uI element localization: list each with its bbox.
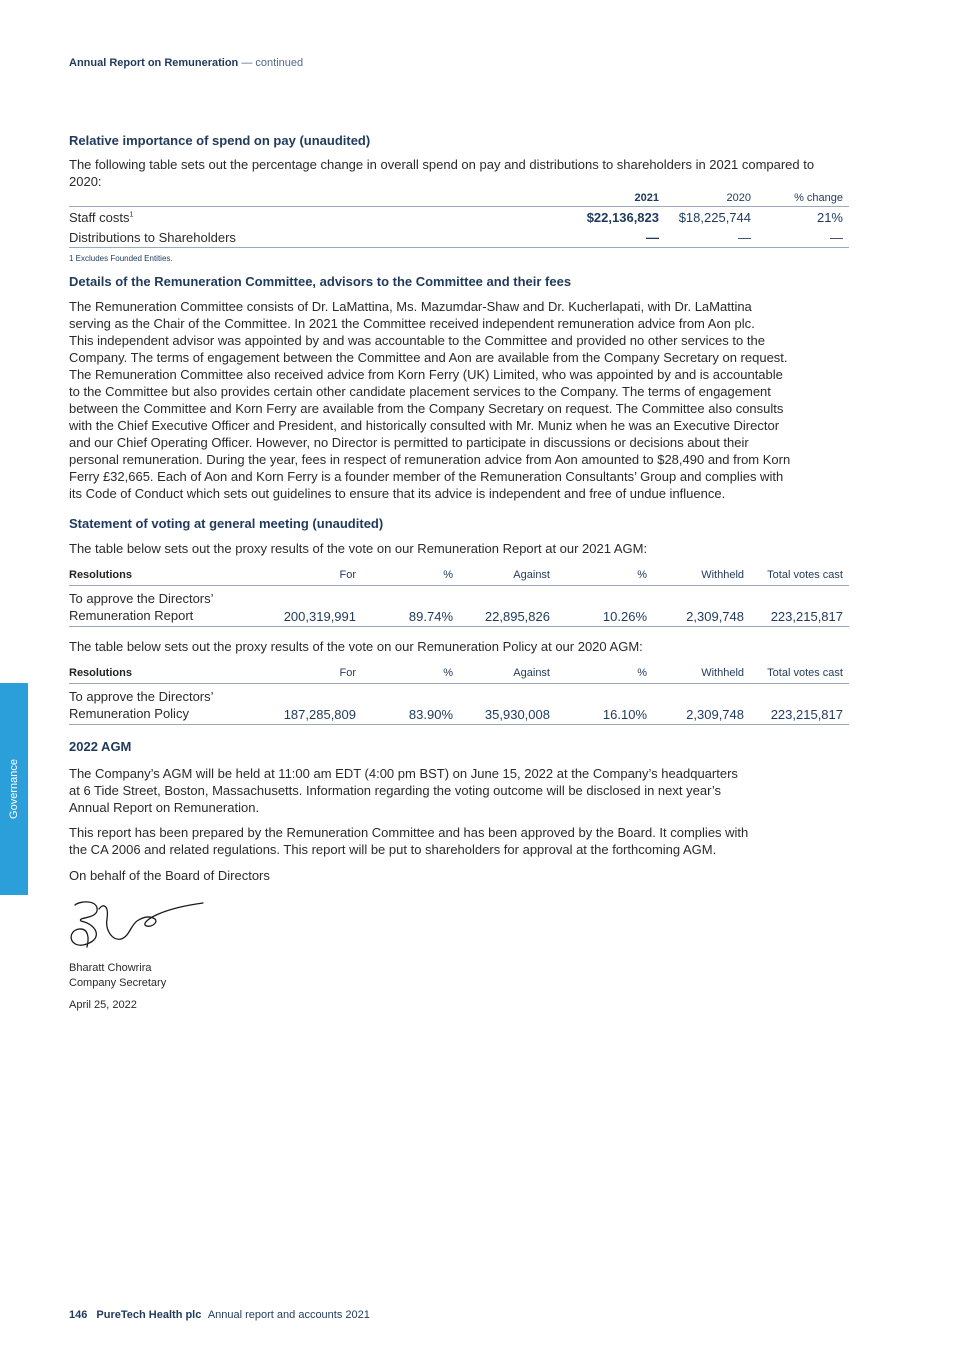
table-row (69, 207, 849, 228)
agm-paragraph-3: On behalf of the Board of Directors (69, 868, 270, 883)
spend-col-2020: 2020 (665, 186, 757, 207)
cell-against-pct: 16.10% (556, 684, 653, 725)
cell-change: — (757, 227, 849, 248)
footnote-ref: 1 (129, 211, 134, 219)
cell-withheld: 2,309,748 (653, 684, 750, 725)
committee-title: Details of the Remuneration Committee, advisors to the Committee and their fees (69, 274, 572, 289)
signature-image (69, 895, 209, 953)
committee-line: personal remuneration. During the year, fees in respect of remuneration advice from Aon amounted to $28,490 and from Korn (69, 452, 791, 467)
spend-col-change: % change (757, 186, 849, 207)
committee-line: and our Chief Operating Officer. However, no Director is permitted to participate in discussions or decisions about their (69, 435, 749, 450)
col-against-pct: % (556, 565, 653, 586)
col-for-pct: % (362, 663, 459, 684)
agm-line: at 6 Tide Street, Boston, Massachusetts. Information regarding the voting outcome will be disclosed in next year’s (69, 783, 722, 798)
voting-policy-table (69, 663, 849, 725)
header-suffix: — continued (241, 57, 304, 69)
running-header (69, 57, 303, 69)
col-against-pct: % (556, 663, 653, 684)
voting-report-table (69, 565, 849, 627)
cell-total: 223,215,817 (750, 586, 849, 627)
header-section: Annual Report on Remuneration (69, 57, 239, 69)
col-for-pct: % (362, 565, 459, 586)
row-label: Staff costs (69, 209, 130, 225)
spend-intro: The following table sets out the percentage change in overall spend on pay and distributions to shareholders in 2021 compared to 2020: (69, 157, 815, 189)
col-withheld: Withheld (653, 565, 750, 586)
cell-change: 21% (816, 209, 843, 225)
signatory-date: April 25, 2022 (69, 999, 137, 1011)
col-resolutions: Resolutions (69, 565, 269, 586)
col-for: For (269, 663, 362, 684)
spend-table (69, 186, 849, 248)
spend-col-2021: 2021 (489, 186, 665, 207)
resolution-line: To approve the Directors’ (69, 689, 214, 704)
signatory-role: Company Secretary (69, 977, 167, 989)
committee-line: This independent advisor was appointed by and was accountable to the Committee and provided no other services to the (69, 333, 765, 348)
agm-paragraph-1 (69, 765, 829, 816)
resolution-line: Remuneration Report (69, 608, 194, 623)
cell-2021: $22,136,823 (586, 209, 659, 225)
col-resolutions: Resolutions (69, 663, 269, 684)
resolution-line: Remuneration Policy (69, 706, 189, 721)
voting-intro-policy: The table below sets out the proxy results of the vote on our Remuneration Policy at our 2020 AGM: (69, 639, 643, 654)
signatory-name: Bharatt Chowrira (69, 962, 152, 974)
agm-line: This report has been prepared by the Remuneration Committee and has been approved by the Board. It complies with (69, 825, 749, 840)
table-row (69, 684, 849, 725)
voting-title: Statement of voting at general meeting (unaudited) (69, 516, 384, 531)
table-row (69, 227, 849, 248)
col-for: For (269, 565, 362, 586)
cell-against-pct: 10.26% (556, 586, 653, 627)
cell-2020: $18,225,744 (678, 209, 751, 225)
row-label: Distributions to Shareholders (69, 227, 489, 248)
agm-title: 2022 AGM (69, 739, 132, 754)
col-against: Against (459, 663, 556, 684)
cell-for: 200,319,991 (269, 586, 362, 627)
cell-against: 22,895,826 (459, 586, 556, 627)
agm-line: Annual Report on Remuneration. (69, 800, 260, 815)
page-number: 146 (69, 1309, 88, 1321)
cell-2020: — (665, 227, 757, 248)
footer-doc: Annual report and accounts 2021 (207, 1309, 370, 1321)
cell-for-pct: 89.74% (362, 586, 459, 627)
agm-paragraph-2 (69, 824, 829, 858)
cell-for-pct: 83.90% (362, 684, 459, 725)
footer-company: PureTech Health plc (96, 1309, 202, 1321)
cell-against: 35,930,008 (459, 684, 556, 725)
section-side-tab (0, 683, 28, 895)
side-tab-label: Governance (8, 759, 20, 819)
page-footer (69, 1309, 370, 1321)
committee-line: The Remuneration Committee consists of Dr. LaMattina, Ms. Mazumdar-Shaw and Dr. Kucherlapati, with Dr. LaMattina (69, 299, 752, 314)
table-row (69, 586, 849, 627)
committee-line: with the Chief Executive Officer and President, and historically consulted with Mr. Muniz when he was an Executive Director (69, 418, 780, 433)
committee-line: Company. The terms of engagement between the Committee and Aon are available from the Company Secretary on request. (69, 350, 788, 365)
cell-total: 223,215,817 (750, 684, 849, 725)
voting-intro-report: The table below sets out the proxy results of the vote on our Remuneration Report at our 2021 AGM: (69, 541, 648, 556)
cell-2021: — (489, 227, 665, 248)
committee-line: Ferry £32,665. Each of Aon and Korn Ferry is a founder member of the Remuneration Consultants’ Group and complies with (69, 469, 784, 484)
committee-body (69, 298, 859, 502)
col-total: Total votes cast (750, 663, 849, 684)
cell-withheld: 2,309,748 (653, 586, 750, 627)
agm-line: The Company’s AGM will be held at 11:00 am EDT (4:00 pm BST) on June 15, 2022 at the Company’s headquarters (69, 766, 738, 781)
committee-line: The Remuneration Committee also received advice from Korn Ferry (UK) Limited, who was appointed by and is accountable (69, 367, 783, 382)
committee-line: between the Committee and Korn Ferry are available from the Company Secretary on request. The Committee also consults (69, 401, 784, 416)
spend-footnote: 1 Excludes Founded Entities. (69, 254, 173, 263)
committee-line: to the Committee but also provides certain other candidate placement services to the Company. The terms of engagement (69, 384, 771, 399)
col-against: Against (459, 565, 556, 586)
resolution-line: To approve the Directors’ (69, 591, 214, 606)
committee-line: its Code of Conduct which sets out guidelines to ensure that its advice is independent and free of undue influence. (69, 486, 726, 501)
agm-line: the CA 2006 and related regulations. This report will be put to shareholders for approval at the forthcoming AGM. (69, 842, 717, 857)
spend-title: Relative importance of spend on pay (unaudited) (69, 133, 371, 148)
cell-for: 187,285,809 (269, 684, 362, 725)
col-withheld: Withheld (653, 663, 750, 684)
committee-line: serving as the Chair of the Committee. In 2021 the Committee received independent remuneration advice from Aon plc. (69, 316, 755, 331)
col-total: Total votes cast (750, 565, 849, 586)
